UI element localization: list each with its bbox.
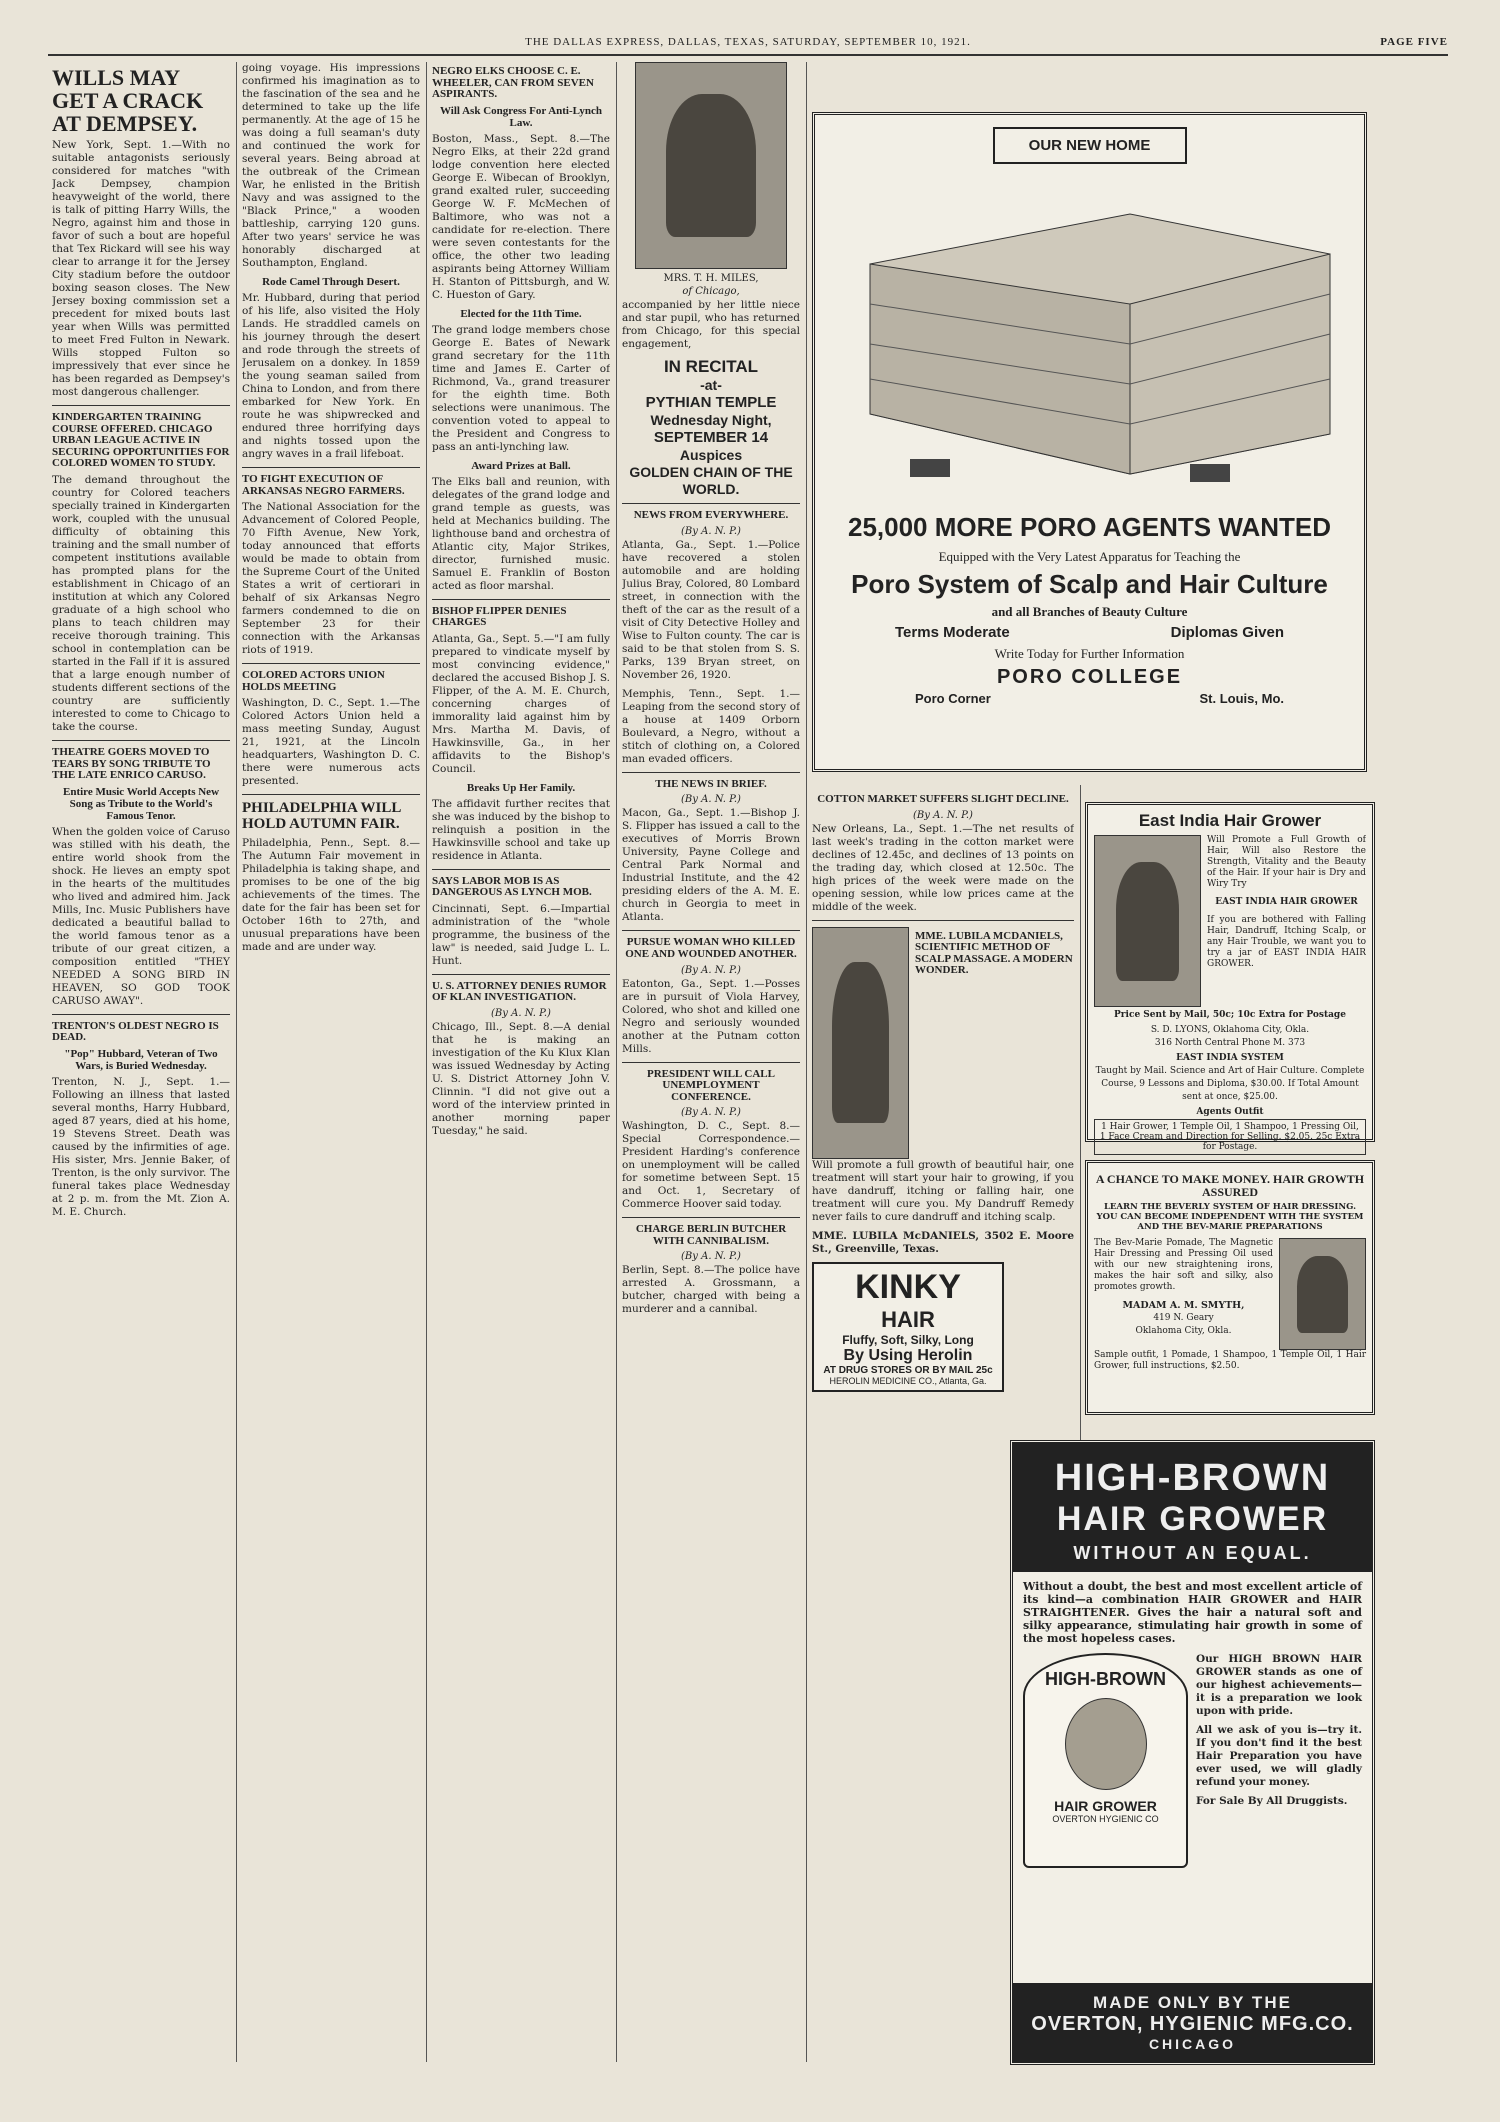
article-text: Eatonton, Ga., Sept. 1.—Posses are in pursuit of Viola Harvey, Colored, who shot and killed one Negro and seriously wounded another at the Putnam cotton Mills. xyxy=(622,977,800,1055)
divider xyxy=(242,663,420,664)
headline: WILLS MAY GET A CRACK AT DEMPSEY. xyxy=(52,65,204,137)
article-text: going voyage. His impressions confirmed his imagination as to the fascination of the sea and he determined to take up the life permanently. At the age of 15 he was doing a full seaman's duty and continued the work for several years. Being abroad at the outbreak of the Crimean War, he enlisted in the British Navy and was assigned to the "Black Prince," a wooden battleship, carrying 120 guns. After two years' service he was honorably discharged at Southampton, England. xyxy=(242,62,420,269)
building-illustration xyxy=(830,174,1350,494)
ad-text: All we ask of you is—try it. If you don't find it the best Hair Preparation you have ever used, we will gladly refund your money. xyxy=(1196,1724,1362,1788)
east-india-ad xyxy=(1085,802,1375,1152)
ad-line: AT DRUG STORES OR BY MAIL 25c xyxy=(823,1364,993,1376)
column-rule xyxy=(806,62,807,2062)
ad-line: Write Today for Further Information xyxy=(994,646,1185,661)
ad-line: Equipped with the Very Latest Apparatus for Teaching the xyxy=(938,549,1241,564)
ad-terms: Terms Moderate xyxy=(895,624,1010,641)
recital-line: IN RECITAL xyxy=(663,357,759,376)
subheadline: "Pop" Hubbard, Veteran of Two Wars, is Buried Wednesday. xyxy=(64,1047,218,1072)
recital-notice xyxy=(622,357,800,497)
ad-line: Poro System of Scalp and Hair Culture xyxy=(851,569,1328,599)
ad-line: HEROLIN MEDICINE CO., Atlanta, Ga. xyxy=(829,1375,987,1386)
ad-text: The Bev-Marie Pomade, The Magnetic Hair Dressing and Pressing Oil used with our new straightening irons, makes the hair soft and silky, also promotes growth. xyxy=(1094,1238,1273,1293)
headline: NEGRO ELKS CHOOSE C. E. WHEELER, CAN FROM SEVEN ASPIRANTS. xyxy=(432,65,594,101)
ad-line: HAIR xyxy=(881,1306,935,1332)
headline: BISHOP FLIPPER DENIES CHARGES xyxy=(432,604,567,629)
byline: (By A. N. P.) xyxy=(681,794,741,806)
high-brown-ad xyxy=(1010,1440,1375,2065)
divider xyxy=(52,1014,230,1015)
ad-diplomas: Diplomas Given xyxy=(1170,624,1284,641)
recital-line: Wednesday Night, xyxy=(650,412,772,429)
divider xyxy=(432,869,610,870)
product-jar xyxy=(1023,1653,1188,1868)
subheadline: Will Ask Congress For Anti-Lynch Law. xyxy=(440,104,602,129)
divider xyxy=(432,974,610,975)
byline: (By A. N. P.) xyxy=(491,1007,551,1019)
portrait-photo xyxy=(1094,835,1201,1007)
ad-city: Oklahoma City, Okla. xyxy=(1135,1326,1232,1337)
byline: (By A. N. P.) xyxy=(681,1251,741,1263)
divider xyxy=(622,930,800,931)
headline: COTTON MARKET SUFFERS SLIGHT DECLINE. xyxy=(817,793,1069,805)
headline: PURSUE WOMAN WHO KILLED ONE AND WOUNDED ANOTHER. xyxy=(625,936,797,961)
jar-portrait xyxy=(1065,1698,1147,1790)
masthead-title: THE DALLAS EXPRESS, DALLAS, TEXAS, SATURDAY, SEPTEMBER 10, 1921. xyxy=(525,36,971,48)
ad-title: HAIR GROWER xyxy=(1056,1500,1329,1538)
ad-maker: CHICAGO xyxy=(1148,2036,1237,2052)
headline: THEATRE GOERS MOVED TO TEARS BY SONG TRIBUTE TO THE LATE ENRICO CARUSO. xyxy=(52,746,211,782)
ad-college-name: PORO COLLEGE xyxy=(996,666,1183,688)
article-text: Atlanta, Ga., Sept. 5.—"I am fully prepared to vindicate myself by most convincing evidence," declared the accused Bishop J. S. Flipper, of the A. M. E. Church, concerning charges of immorality laid against him by Mrs. Martha M. Davis, of Hawkinsville, Ga., in her affidavits to the Bishop's Council. xyxy=(432,632,610,775)
article-text: Philadelphia, Penn., Sept. 8.—The Autumn Fair movement in Philadelphia is taking shape, and promises to be one of the big achievements of the times. The date for the fair has been set for October 16th to 27th, and unusual preparations have been made and are under way. xyxy=(242,836,420,953)
article-text: Atlanta, Ga., Sept. 1.—Police have recovered a stolen automobile and are holding Julius Bray, Colored, 80 Lombard street, in connection with the theft of the car as the result of a visit of City Detective Holley and Wise to Fulton county. The car is said to be that stolen from S. S. Parks, 139 Bryan street, on November 26, 1920. xyxy=(622,538,800,681)
headline: PHILADELPHIA WILL HOLD AUTUMN FAIR. xyxy=(242,800,401,832)
column-4 xyxy=(622,62,800,2062)
ad-text: Taught by Mail. Science and Art of Hair Culture. Complete Course, 9 Lessons and Diploma, $30.00. If Total Amount sent at once, $25.00. xyxy=(1095,1066,1365,1102)
article-text: Chicago, Ill., Sept. 8.—A denial that he is making an investigation of the Ku Klux Klan was issued Wednesday by Acting U. S. District Attorney John V. Clinnin. "I did not give out a word of the interview printed in another morning paper Tuesday," he said. xyxy=(432,1020,610,1137)
article-text: The National Association for the Advancement of Colored People, 70 Fifth Avenue, New York, today announced that efforts would be made to obtain from the Supreme Court of the United States a writ of certiorari in behalf of six Arkansas Negro farmers condemned to die on September 23 for their connection with the Arkansas riots of 1919. xyxy=(242,501,420,657)
ad-title: HIGH-BROWN xyxy=(1054,1457,1331,1499)
recital-line: -at- xyxy=(700,377,722,394)
ad-text: If you are bothered with Falling Hair, Dandruff, Itching Scalp, or any Hair Trouble, we want you to try a jar of EAST INDIA HAIR GROWER. xyxy=(1207,915,1366,969)
portrait-photo xyxy=(635,62,787,269)
ad-text: Our HIGH BROWN HAIR GROWER stands as one of our highest achievements—it is a preparation we look upon with pride. xyxy=(1196,1653,1362,1717)
lubila-ad xyxy=(812,927,1074,1159)
subheadline: Breaks Up Her Family. xyxy=(466,781,576,794)
ad-title: A CHANCE TO MAKE MONEY. HAIR GROWTH ASSURED xyxy=(1095,1172,1365,1199)
byline: (By A. N. P.) xyxy=(681,525,741,537)
article-text: Washington, D. C., Sept. 1.—The Colored Actors Union held a mass meeting Sunday, August 21, 1921, at the Lincoln headquarters, Washington D. C. there were numerous acts presented. xyxy=(242,697,420,788)
ad-address: S. D. LYONS, Oklahoma City, Okla. xyxy=(1150,1025,1310,1035)
article-text: Washington, D. C., Sept. 8.—Special Correspondence.—President Harding's conference on unemployment will be called for sometime between Sept. 15 and Oct. 1, Secretary of Commerce Hoover said today. xyxy=(622,1120,800,1211)
divider xyxy=(52,740,230,741)
divider xyxy=(242,794,420,795)
article-text: The demand throughout the country for Colored teachers specially trained in Kindergarten work, coupled with the unusual difficulty of obtaining this training and the small number of competent institutions available has prompted plans for the establishment in Chicago of an institution at which any Colored graduate of a high school who plans to teach children may receive thorough training. This school in contemplation can be started in the Fall if it is assured that a large enough number of students different sections of the country are sufficiently interested to come to Chicago to take the course. xyxy=(52,474,230,734)
ad-headline: 25,000 MORE PORO AGENTS WANTED xyxy=(847,512,1332,542)
ad-agents: Agents Outfit xyxy=(1196,1107,1264,1117)
ad-maker: OVERTON, HYGIENIC MFG.CO. xyxy=(1031,2013,1354,2035)
ad-address: 419 N. Geary xyxy=(1153,1313,1214,1324)
ad-text: Will Promote a Full Growth of Hair, Will also Restore the Strength, Vitality and the Beauty of the Hair. If your hair is Dry and Wiry Try xyxy=(1207,835,1366,889)
ad-text: Without a doubt, the best and most excellent article of its kind—a combination HAIR GROWER and HAIR STRAIGHTENER. Gives the hair a natural soft and silky appearance, stimulating hair growth in some of the most hopeless cases. xyxy=(1023,1580,1362,1645)
article-text: Memphis, Tenn., Sept. 1.—Leaping from the second story of a house at 1409 Orborn Boulevard, a Negro, without a stitch of clothing on, a Colored man evaded officers. xyxy=(622,687,800,765)
recital-line: SEPTEMBER 14 xyxy=(653,428,769,446)
column-rule xyxy=(236,62,237,2062)
ad-price: Price Sent by Mail, 50c; 10c Extra for Postage xyxy=(1114,1010,1346,1020)
divider xyxy=(432,599,610,600)
column-rule xyxy=(426,62,427,2062)
article-text: Macon, Ga., Sept. 1.—Bishop J. S. Flipper has issued a call to the executives of Morris Brown University, Payne College and Central Park Normal and Industrial Institute, and the 42 presiding elders of the A. M. E. church in Georgia to meet in Atlanta. xyxy=(622,807,800,924)
ad-title: WITHOUT AN EQUAL. xyxy=(1073,1543,1312,1563)
ad-terms-row xyxy=(815,624,1364,646)
ad-headline: MME. LUBILA MCDANIELS, SCIENTIFIC METHOD OF SCALP MASSAGE. A MODERN WONDER. xyxy=(915,929,1073,977)
article-text: Trenton, N. J., Sept. 1.—Following an illness that lasted several months, Harry Hubbard, aged 87 years, died at his home, 19 Stevens Street. Death was caused by the infirmities of age. His sister, Mrs. Jennie Baker, of Trenton, is the only survivor. The funeral takes place Wednesday at 2 p. m. from the Mt. Zion A. M. E. Church. xyxy=(52,1075,230,1218)
ad-address: MME. LUBILA McDANIELS, 3502 E. Moore St., Greenville, Texas. xyxy=(812,1229,1074,1255)
byline: (By A. N. P.) xyxy=(913,809,973,821)
photo-caption-text: accompanied by her little niece and star pupil, who has returned from Chicago, for this special engagement, xyxy=(622,299,800,350)
poro-college-ad xyxy=(812,112,1367,772)
portrait-photo xyxy=(1279,1238,1366,1350)
subheadline: Elected for the 11th Time. xyxy=(460,307,582,320)
divider xyxy=(622,772,800,773)
headline: THE NEWS IN BRIEF. xyxy=(655,777,767,790)
divider xyxy=(242,467,420,468)
article-text: The affidavit further recites that she was induced by the bishop to relinquish a position in the Hawkinsville school and take up residence in Atlanta. xyxy=(432,797,610,862)
ad-sub: LEARN THE BEVERLY SYSTEM OF HAIR DRESSING. YOU CAN BECOME INDEPENDENT WITH THE SYSTEM AND THE BEV-MARIE PREPARATIONS xyxy=(1096,1202,1364,1233)
ad-line: By Using Herolin xyxy=(843,1346,973,1364)
headline: SAYS LABOR MOB IS AS DANGEROUS AS LYNCH MOB. xyxy=(432,874,592,899)
headline: COLORED ACTORS UNION HOLDS MEETING xyxy=(242,669,385,693)
ad-name: MADAM A. M. SMYTH, xyxy=(1122,1300,1245,1312)
ad-outfit: 1 Hair Grower, 1 Temple Oil, 1 Shampoo, 1 Pressing Oil, 1 Face Cream and Direction for Selling. $2.05. 25c Extra for Postage. xyxy=(1094,1119,1366,1155)
bev-marie-ad xyxy=(1085,1160,1375,1415)
divider xyxy=(622,503,800,504)
headline: KINDERGARTEN TRAINING COURSE OFFERED. CHICAGO URBAN LEAGUE ACTIVE IN SECURING OPPORTUNITIES FOR COLORED WOMEN TO STUDY. xyxy=(52,411,230,470)
ad-footer xyxy=(1013,1983,1372,2062)
ad-address-row xyxy=(815,691,1364,711)
photo-caption-name: MRS. T. H. MILES, xyxy=(663,273,759,284)
headline: U. S. ATTORNEY DENIES RUMOR OF KLAN INVESTIGATION. xyxy=(432,979,607,1004)
column-2 xyxy=(242,62,420,2062)
ad-line: and all Branches of Beauty Culture xyxy=(991,604,1188,619)
ad-sale: For Sale By All Druggists. xyxy=(1196,1795,1348,1807)
ad-banner xyxy=(1013,1443,1372,1572)
subheadline: Entire Music World Accepts New Song as Tribute to the World's Famous Tenor. xyxy=(62,785,220,822)
article-text: Boston, Mass., Sept. 8.—The Negro Elks, at their 22d grand lodge convention here elected George E. Wibecan of Brooklyn, grand exalted ruler, succeeding George W. F. McMechen of Baltimore, who was not a candidate for re-election. There were seven contestants for the office, the other two leading aspirants being Attorney William H. Stanton of Pittsburgh, and W. C. Hueston of Gary. xyxy=(432,132,610,301)
subheadline: Rode Camel Through Desert. xyxy=(262,276,400,288)
divider xyxy=(622,1062,800,1063)
byline: (By A. N. P.) xyxy=(681,964,741,976)
ad-corner: Poro Corner xyxy=(915,691,991,706)
page-number: PAGE FIVE xyxy=(1380,36,1448,48)
headline: CHARGE BERLIN BUTCHER WITH CANNIBALISM. xyxy=(635,1223,787,1247)
subheadline: Award Prizes at Ball. xyxy=(471,459,571,472)
ad-line: Fluffy, Soft, Silky, Long xyxy=(842,1332,974,1347)
article-text: New Orleans, La., Sept. 1.—The net results of last week's trading in the cotton market were declines of 12.45c, and declines of 13 points on the trading day, which closed at 12.50c. The high prices of the week were made on the opening session, while low prices came at the middle of the week. xyxy=(812,822,1074,913)
headline: TRENTON'S OLDEST NEGRO IS DEAD. xyxy=(52,1019,219,1044)
recital-line: PYTHIAN TEMPLE xyxy=(645,394,777,412)
column-3 xyxy=(432,62,610,2062)
jar-brand: HIGH-BROWN xyxy=(1045,1669,1166,1689)
jar-name: HAIR GROWER xyxy=(1054,1798,1157,1814)
ad-title: East India Hair Grower xyxy=(1138,811,1322,830)
kinky-hair-ad xyxy=(812,1262,1004,1392)
photo-caption-city: of Chicago, xyxy=(682,286,740,297)
recital-line: Auspices xyxy=(679,446,743,463)
ad-text: Will promote a full growth of beautiful hair, one treatment will start your hair to growing, if you have dandruff, itching or falling hair, one treatment will cure you. My Dandruff Remedy never fails to cure dandruff and itching scalp. xyxy=(812,1158,1074,1223)
ad-line: KINKY xyxy=(855,1267,961,1306)
article-text: Berlin, Sept. 8.—The police have arrested A. Grossmann, a butcher, charged with being a murderer and a cannibal. xyxy=(622,1264,800,1316)
article-text: When the golden voice of Caruso was stilled with his death, the entire world shook from the shock. He lieves an empty spot in the hearts of the multitudes who lived and admired him. Jack Mills, Inc. Music Publishers have dedicated a beautiful ballad to the world famous tenor as a tribute of our great citizen, a composition entitled "THEY NEEDED A SONG BIRD IN HEAVEN, SO GOD TOOK CARUSO AWAY". xyxy=(52,825,230,1007)
ad-maker: MADE ONLY BY THE xyxy=(1093,1993,1292,2012)
article-text: The Elks ball and reunion, with delegates of the grand lodge and grand temple as guests, was held at Mechanics building. The lighthouse band and orchestra of Atlantic city, Major Strikes, director, furnished music. Samuel E. Franklin of Boston acted as floor marshal. xyxy=(432,475,610,592)
headline: TO FIGHT EXECUTION OF ARKANSAS NEGRO FARMERS. xyxy=(242,473,405,497)
article-text: New York, Sept. 1.—With no suitable antagonists seriously considered for matches "with Jack Dempsey, champion heavyweight of the world, there is talk of pitting Harry Wills, the Negro, against him and those in favor of such a bout are hopeful that Tex Rickard will see his way clear to arrange it for the Jersey City stadium before the outdoor boxing season closes. The New Jersey boxing commission set a precedent for mixed bouts last year when Wills was permitted to meet Fred Fulton in Newark. Wills stopped Fulton so impressively that ever since he has been regarded as Dempsey's most dangerous challenger. xyxy=(52,139,230,399)
recital-line: GOLDEN CHAIN OF THE WORLD. xyxy=(629,463,793,497)
column-1 xyxy=(52,62,230,2062)
column-rule xyxy=(616,62,617,2062)
divider xyxy=(52,405,230,406)
headline: NEWS FROM EVERYWHERE. xyxy=(633,509,789,522)
portrait-photo xyxy=(812,927,909,1159)
ad-city: St. Louis, Mo. xyxy=(1199,691,1284,706)
ad-product: EAST INDIA HAIR GROWER xyxy=(1215,897,1358,907)
ad-system: EAST INDIA SYSTEM xyxy=(1176,1053,1284,1063)
ad-sample: Sample outfit, 1 Pomade, 1 Shampoo, 1 Temple Oil, 1 Hair Grower, full instructions, $2.50. xyxy=(1094,1350,1366,1372)
byline: (By A. N. P.) xyxy=(681,1107,741,1119)
divider xyxy=(812,920,1074,921)
article-text: The grand lodge members chose George E. Bates of Newark grand secretary for the 11th time and James E. Carter of Richmond, Va., grand treasurer for the eighth time. Both selections were unanimous. The convention voted to appeal to the President and Congress to pass an anti-lynching law. xyxy=(432,323,610,453)
jar-maker: OVERTON HYGIENIC CO xyxy=(1052,1814,1159,1824)
article-text: Cincinnati, Sept. 6.—Impartial administration of the "whole programme, the business of the law" is needed, said Judge L. L. Hunt. xyxy=(432,902,610,967)
ad-address: 316 North Central Phone M. 373 xyxy=(1154,1038,1306,1048)
masthead xyxy=(48,32,1448,56)
headline: PRESIDENT WILL CALL UNEMPLOYMENT CONFERENCE. xyxy=(647,1067,775,1103)
article-text: Mr. Hubbard, during that period of his life, also visited the Holy Lands. He straddled camels on his journey through the desert and rode through the streets of Jerusalem on a donkey. In 1859 the young seaman sailed from China to London, and from there embarked for New York. En route he was shipwrecked and endured three horrifying days and nights tossed upon the angry waves in a frail lifeboat. xyxy=(242,292,420,460)
divider xyxy=(622,1217,800,1218)
ad-title: OUR NEW HOME xyxy=(993,127,1187,164)
